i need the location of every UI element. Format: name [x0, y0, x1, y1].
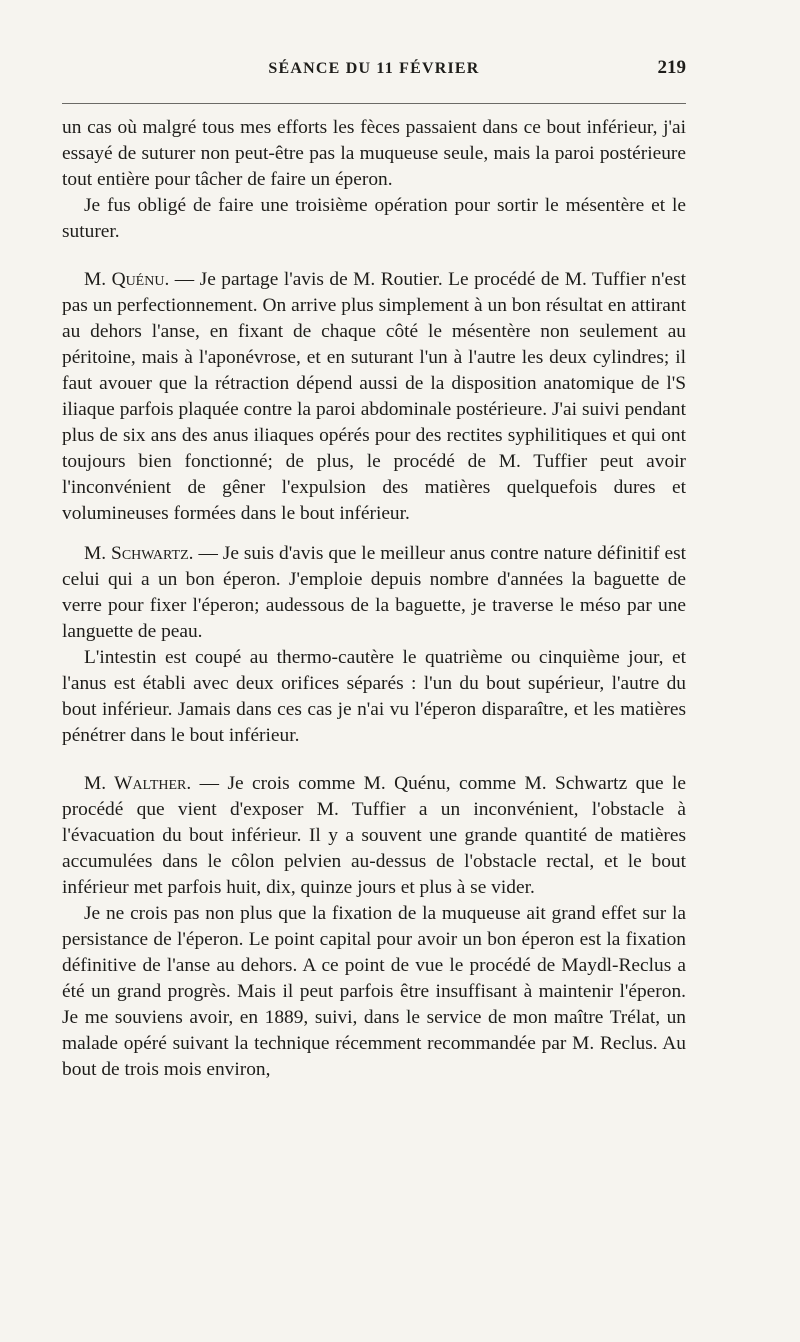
paragraph — [62, 193, 686, 245]
paragraph-text: un cas où malgré tous mes efforts les fèces passaient dans ce bout inférieur, j'ai essayé de suturer non peut-être pas la muqueuse seule, mais la paroi postérieure tout entière pour tâcher de faire un éperon. — [62, 117, 686, 190]
paragraph — [62, 771, 686, 901]
speaker-name: M. Walther. — [84, 773, 192, 794]
page-number: 219 — [657, 57, 686, 78]
paragraph-text: — Je crois comme M. Quénu, comme M. Schwartz que le procédé que vient d'exposer M. Tuffier a un inconvénient, l'obstacle à l'évacuation du bout inférieur. Il y a souvent une grande quantité de matières accumulées dans le côlon pelvien au-dessus de l'obstacle rectal, et le bout inférieur met parfois huit, dix, quinze jours et plus à se vider. — [62, 773, 686, 898]
paragraph-text: — Je partage l'avis de M. Routier. Le procédé de M. Tuffier n'est pas un perfectionnement. On arrive plus simplement à un bon résultat en attirant au dehors l'anse, en fixant de chaque côté le mésentère non seulement au péritoine, mais à l'aponévrose, et en suturant l'un à l'autre les deux cylindres; il faut avouer que la rétraction dépend aussi de la disposition anatomique de l'S iliaque parfois plaquée contre la paroi abdominale postérieure. J'ai suivi pendant plus de six ans des anus iliaques opérés pour des rectites syphilitiques et qui ont toujours bien fonctionné; de plus, le procédé de M. Tuffier peut avoir l'inconvénient de gêner l'expulsion des matières quelquefois dures et volumineuses formées dans le bout inférieur. — [62, 269, 687, 524]
paragraph — [62, 115, 686, 193]
header-rule — [62, 103, 686, 104]
body-text — [62, 115, 686, 1083]
paragraph — [62, 267, 686, 527]
speaker-name: M. Schwartz. — [84, 543, 194, 564]
paragraph-text: Je ne crois pas non plus que la fixation de la muqueuse ait grand effet sur la persistance de l'éperon. Le point capital pour avoir un bon éperon est la fixation définitive de l'anse au dehors. A ce point de vue le procédé de Maydl-Reclus a été un grand progrès. Mais il peut parfois être insuffisant à maintenir l'éperon. Je me souviens avoir, en 1889, suivi, dans le service de mon maître Trélat, un malade opéré suivant la technique récemment recommandée par M. Reclus. Au bout de trois mois environ, — [62, 903, 686, 1080]
running-title: SÉANCE DU 11 FÉVRIER — [268, 60, 480, 77]
paragraph-text: Je fus obligé de faire une troisième opération pour sortir le mésentère et le suturer. — [62, 195, 686, 242]
paragraph — [62, 541, 686, 645]
paragraph — [62, 645, 686, 749]
paragraph-text: — Je suis d'avis que le meilleur anus contre nature définitif est celui qui a un bon éperon. J'emploie depuis nombre d'années la baguette de verre pour fixer l'éperon; audessous de la baguette, je traverse le méso par une languette de peau. — [62, 543, 687, 642]
running-header — [62, 57, 686, 86]
paragraph — [62, 901, 686, 1083]
speaker-name: M. Quénu. — [84, 269, 170, 290]
paragraph-text: L'intestin est coupé au thermo-cautère le quatrième ou cinquième jour, et l'anus est établi avec deux orifices séparés : l'un du bout supérieur, l'autre du bout inférieur. Jamais dans ces cas je n'ai vu l'éperon disparaître, et les matières pénétrer dans le bout inférieur. — [62, 647, 686, 746]
